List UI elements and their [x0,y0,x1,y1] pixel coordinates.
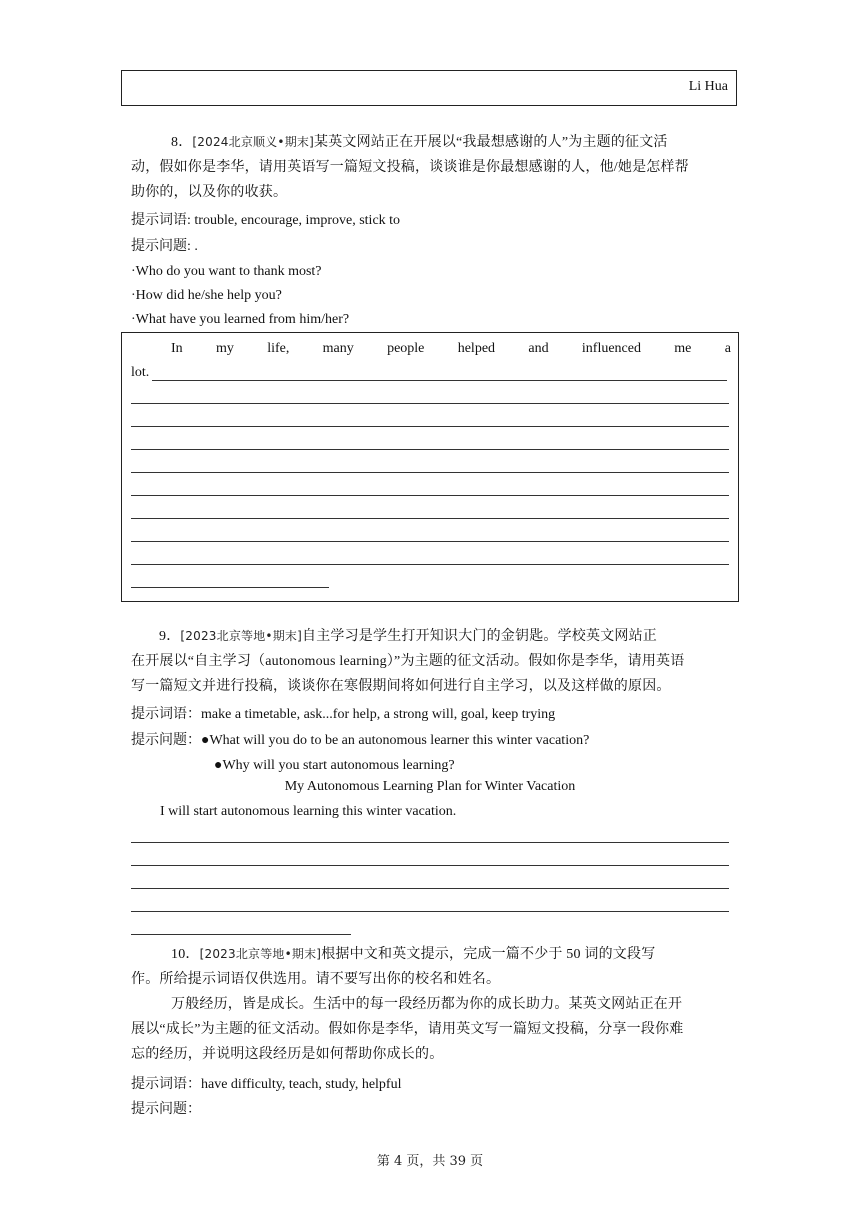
answer-line [131,449,729,450]
signature: Li Hua [688,79,728,94]
q9-hint-questions [131,731,589,751]
q8-writing-box[interactable] [121,332,739,602]
q10-text-line4: 展以“成长”为主题的征文活动。假如你是李华，请用英文写一篇短文投稿，分享一段你难 [131,1022,684,1037]
answer-line [131,518,729,519]
q9-number: 9． [159,629,181,644]
q9-question-2: ●Why will you start autonomous learning? [214,758,455,773]
answer-line[interactable] [131,911,729,912]
answer-line [131,403,729,404]
q9-text-line3: 写一篇短文并进行投稿，谈谈你在寒假期间将如何进行自主学习，以及这样做的原因。 [131,679,671,694]
q10-text-line5: 忘的经历，并说明这段经历是如何帮助你成长的。 [131,1047,444,1062]
q10-text-line1: 根据中文和英文提示，完成一篇不少于 50 词的文段写 [321,947,656,962]
q9-prompt [131,624,729,699]
answer-line[interactable] [131,865,729,866]
q8-question-3: ·What have you learned from him/her? [131,312,350,327]
q10-text-line3: 万般经历，皆是成长。生活中的每一段经历都为你的成长助力。某英文网站正在开 [171,997,683,1012]
q8-number: 8． [171,135,193,150]
q10-hint-questions-label: 提示问题： [131,1102,201,1117]
q9-essay-start: I will start autonomous learning this winter vacation. [160,804,457,819]
q9-text-line2: 在开展以“自主学习（autonomous learning）”为主题的征文活动。假如你是李华，请用英语 [131,654,685,669]
q9-source: [2023北京等地•期末] [180,629,302,643]
q8-hint-questions-label: 提示问题: . [131,239,198,254]
answer-line [131,426,729,427]
q8-intro-end: lot. [131,365,150,380]
answer-line [152,380,727,381]
q9-hint-words: 提示词语：make a timetable, ask...for help, a strong will, goal, keep trying [131,707,556,722]
q10-prompt [131,942,729,1067]
q8-question-2: ·How did he/she help you? [131,288,282,303]
q10-number: 10． [171,947,200,962]
answer-line [131,564,729,565]
q9-question-1: ●What will you do to be an autonomous learner this winter vacation? [201,733,590,748]
q8-text-line3: 助你的，以及你的收获。 [131,185,288,200]
answer-line [131,495,729,496]
answer-line[interactable] [131,888,729,889]
q8-intro-sentence: In my life, many people helped and influenced me a [171,341,731,356]
answer-line [131,541,729,542]
q8-hint-words: 提示词语: trouble, encourage, improve, stick to [131,213,401,228]
q9-text-line1: 自主学习是学生打开知识大门的金钥匙。学校英文网站正 [302,629,657,644]
q8-text-line1: 某英文网站正在开展以“我最想感谢的人”为主题的征文活 [314,135,668,150]
answer-line[interactable] [131,842,729,843]
page-footer: 第 4 页，共 39 页 [376,1154,484,1169]
q10-source: [2023北京等地•期末] [199,947,322,961]
q8-text-line2: 动，假如你是李华，请用英语写一篇短文投稿，谈谈谁是你最想感谢的人，他/她是怎样帮 [131,160,689,175]
answer-line [131,472,729,473]
previous-answer-box [121,70,737,106]
q9-essay-title: My Autonomous Learning Plan for Winter Vacation [284,779,576,794]
q10-text-line2: 作。所给提示词语仅供选用。请不要写出你的校名和姓名。 [131,972,501,987]
q8-question-1: ·Who do you want to thank most? [131,264,322,279]
q8-source: [2024北京顺义•期末] [192,135,314,149]
q8-prompt [131,130,729,205]
q10-hint-words: 提示词语：have difficulty, teach, study, helpful [131,1077,402,1092]
answer-line [131,587,329,588]
q9-hint-questions-label: 提示问题： [131,733,201,748]
answer-line[interactable] [131,934,351,935]
